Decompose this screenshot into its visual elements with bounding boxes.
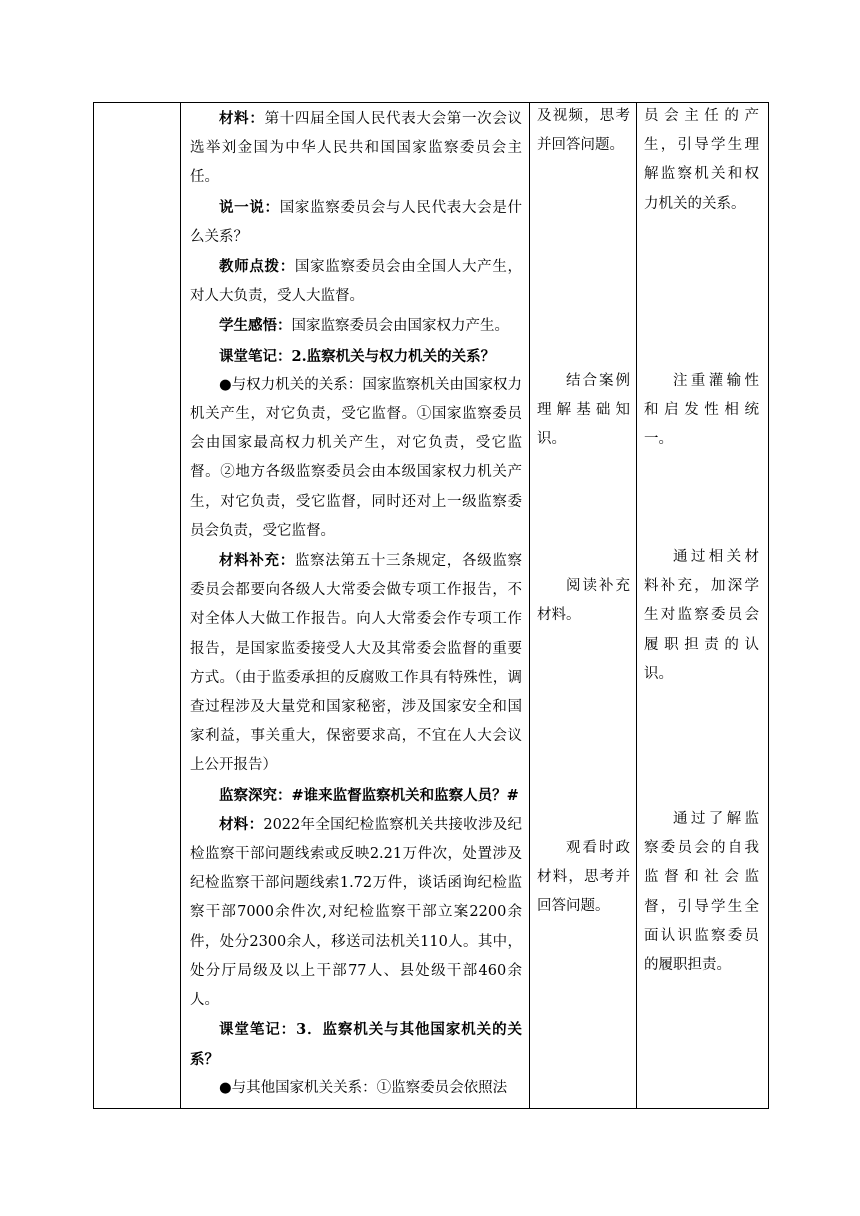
material-label: 材料： xyxy=(219,110,265,127)
student-activity-2: 结合案例理解基础知识。 xyxy=(537,373,630,448)
teacher-guidance-paragraph xyxy=(190,252,522,311)
supplementary-material-text: 监察法第五十三条规定，各级监察委员会都要向各级人大常委会做专项工作报告，不对全体人大做工作报告。向人大常委会作专项工作报告，是国家监委接受人大及其常委会监督的重要方式。（由于监委承担的反腐败工作具有特殊性，调查过程涉及大量党和国家秘密，涉及国家安全和国家利益，事关重大，保密要求高，不宜在人大会议上公开报告） xyxy=(190,553,522,774)
student-reflection-label: 学生感悟： xyxy=(219,317,292,335)
design-intent-4: 通过了解监察委员会的自我监督和社会监督，引导学生全面认识监察委员的履职担责。 xyxy=(644,811,759,974)
column-divider-2 xyxy=(529,102,530,1109)
relation-other-organs-paragraph: ●与其他国家机关关系：①监察委员会依照法 xyxy=(219,1079,508,1096)
student-reflection-text: 国家监察委员会由国家权力产生。 xyxy=(291,318,509,335)
material-paragraph xyxy=(190,104,522,193)
statistics-material-text: 2022年全国纪检监察机关共接收涉及纪检监察干部问题线索或反映2.21万件次，处置涉及纪检监察干部问题线索1.72万件，谈话函询纪检监察干部7000余件次,对纪检监察干部立案2200余件，处分2300余人，移送司法机关110人。其中，处分厅局级及以上干部77人、县处级干部460余人。 xyxy=(190,816,523,1009)
teaching-content-column xyxy=(190,104,522,1103)
column-divider-3 xyxy=(636,102,637,1109)
class-note-3: 课堂笔记：3．监察机关与其他国家机关的关系？ xyxy=(190,1021,522,1068)
student-activity-1: 及视频，思考并回答问题。 xyxy=(537,108,630,154)
discussion-label: 说一说： xyxy=(219,198,280,216)
teacher-guidance-text: 国家监察委员会由全国人大产生，对人大负责，受人大监督。 xyxy=(190,259,522,305)
teacher-guidance-label: 教师点拨： xyxy=(219,258,295,276)
statistics-material-paragraph xyxy=(190,810,522,1015)
design-intent-column xyxy=(644,0,759,1216)
relation-power-organ-paragraph: ●与权力机关的关系：国家监察机关由国家权力机关产生，对它负责，受它监督。①国家监察委员会由国家最高权力机关产生，对它负责，受它监督。②地方各级监察委员会由本级国家权力机关产生，对它负责，受它监督，同时还对上一级监察委员会负责，受它监督。 xyxy=(190,376,522,539)
table-border-right xyxy=(768,102,769,1109)
design-intent-3: 通过相关材料补充，加深学生对监察委员会履职担责的认识。 xyxy=(644,549,759,682)
student-activity-4: 观看时政材料，思考并回答问题。 xyxy=(537,840,630,915)
student-reflection-paragraph xyxy=(190,311,522,341)
material-text: 第十四届全国人民代表大会第一次会议选举刘金国为中华人民共和国国家监察委员会主任。 xyxy=(190,111,523,186)
table-border-left xyxy=(93,102,94,1109)
student-activity-3: 阅读补充材料。 xyxy=(537,578,630,624)
column-divider-1 xyxy=(180,102,181,1109)
discussion-text: 国家监察委员会与人民代表大会是什么关系？ xyxy=(190,199,523,245)
supplementary-material-label: 材料补充： xyxy=(219,552,295,570)
class-note-2: 课堂笔记：2.监察机关与权力机关的关系？ xyxy=(219,347,496,365)
supplementary-material-paragraph xyxy=(190,546,522,781)
supervision-inquiry-heading: 监察深究：#谁来监督监察机关和监察人员？# xyxy=(219,786,519,804)
design-intent-1: 员会主任的产生，引导学生理解监察机关和权力机关的关系。 xyxy=(644,108,759,212)
discussion-paragraph xyxy=(190,193,522,252)
design-intent-2: 注重灌输性和启发性相统一。 xyxy=(644,373,759,448)
student-activity-column xyxy=(537,0,630,1216)
statistics-material-label: 材料： xyxy=(219,815,264,833)
